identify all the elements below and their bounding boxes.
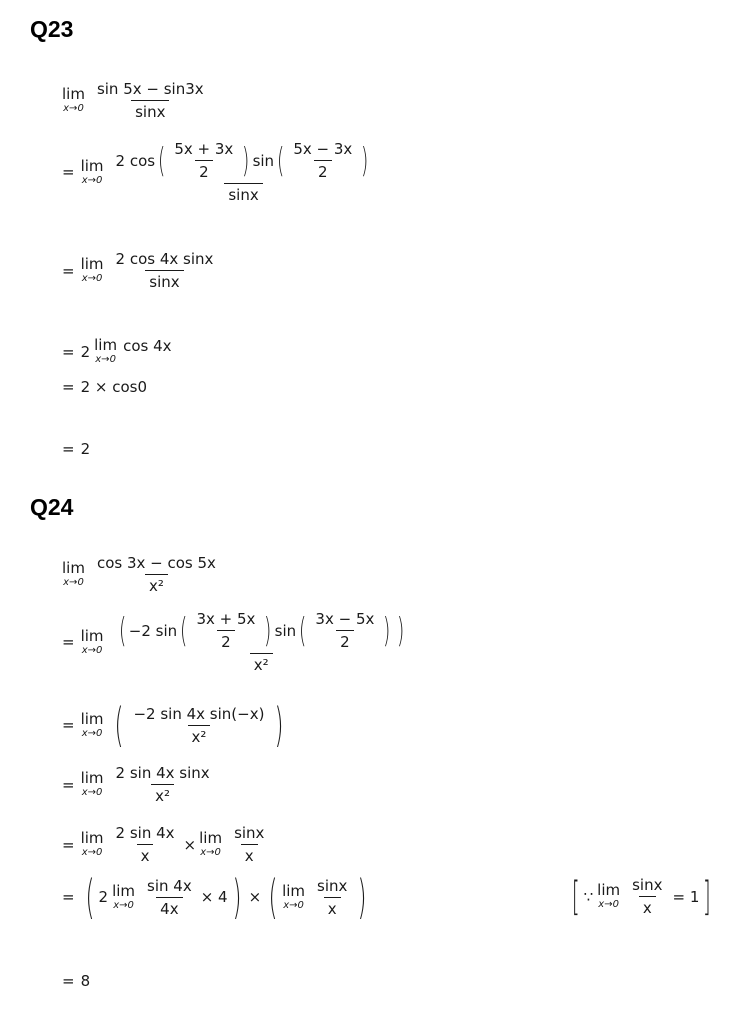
- limit-operator: lim x→0: [80, 829, 104, 858]
- limit-operator: lim x→0: [80, 626, 104, 656]
- q24-result: = 8: [62, 972, 91, 990]
- question-heading-q24: Q24: [30, 494, 74, 520]
- q24-step-2: = lim x→0 ( −2 sin ( $\frac{3x + 5x}{2}$ ) sin ( $\frac{3x - 5x}{2}$ ) ) x²: [62, 610, 413, 674]
- fraction: $\frac{\sin x}{x}$: [317, 876, 348, 918]
- fraction: $\frac{\cos 3x - \cos 5x}{\text{x²}}$: [96, 554, 216, 595]
- fraction: 2 cos ( $\frac{5x + 3x}{2}$ ) sin ( $\frac{5x - 3x}{2}$ ) sinx: [115, 140, 369, 204]
- limit-operator: lim x→0: [62, 559, 85, 588]
- q23-step-5: = 2 × cos0: [62, 378, 148, 396]
- limit-operator: lim x→0: [199, 829, 223, 858]
- limit-operator: lim x→0: [80, 255, 104, 284]
- q24-step-4: = lim x→0 $\frac{\text{2 sin 4x sinx}}{\text{x²}}$: [62, 764, 216, 805]
- fraction: $\frac{\text{2 cos 4x sinx}}{\sin x}$: [115, 250, 214, 291]
- fraction: $\frac{\text{2 sin 4x sinx}}{\text{x²}}$: [115, 764, 210, 805]
- limit-operator: lim x→0: [80, 769, 104, 798]
- limit-operator: lim x→0: [112, 881, 136, 911]
- q23-step-3: = lim x→0 $\frac{\text{2 cos 4x sinx}}{\sin x}$: [62, 250, 219, 291]
- limit-operator: lim x→0: [80, 709, 104, 739]
- q24-step-5: = lim x→0 $\frac{2 \sin 4x}{x}$ × lim x→0 $\frac{\sin x}{x}$: [62, 824, 270, 865]
- q23-result: = 2: [62, 440, 91, 458]
- limit-operator: lim x→0: [62, 85, 85, 114]
- fraction: $\frac{\sin x}{x}$: [632, 876, 663, 917]
- question-heading-q23: Q23: [30, 16, 74, 42]
- limit-operator: lim x→0: [94, 336, 118, 365]
- q24-step-3: = lim x→0 ( $\frac{\text{−2 sin 4x sin(−x)}}{\text{x²}}$ ): [62, 698, 284, 752]
- fraction: $\frac{\sin x}{x}$: [234, 824, 265, 865]
- fraction: $\frac{\sin 5x - \sin 3x}{\sin x}$: [96, 80, 204, 121]
- limit-operator: lim x→0: [597, 881, 621, 910]
- limit-operator: lim x→0: [80, 156, 104, 186]
- q24-step-1: [62, 554, 222, 595]
- q23-step-1: [62, 80, 210, 121]
- standard-limit-note: [ ∵ lim x→0 $\frac{\sin x}{x}$ = 1 ]: [571, 873, 712, 920]
- fraction: ( −2 sin ( $\frac{3x + 5x}{2}$ ) sin ( $\frac{3x - 5x}{2}$ ) ) x²: [118, 610, 404, 674]
- fraction: $\frac{\text{−2 sin 4x sin(−x)}}{\text{x²}}$: [133, 704, 265, 746]
- q23-step-2: = lim x→0 2 cos ( $\frac{5x + 3x}{2}$ ) sin ( $\frac{5x - 3x}{2}$ ) sinx: [62, 140, 378, 204]
- q23-step-4: = 2 lim x→0 cos 4x: [62, 336, 172, 365]
- q24-step-6: = ( 2 lim x→0 $\frac{\sin 4x}{4x}$ × 4 ) × ( lim x→0 $\frac{\sin x}{x}$ ): [62, 870, 367, 924]
- fraction: $\frac{\sin 4x}{4x}$: [147, 876, 192, 918]
- limit-operator: lim x→0: [282, 881, 306, 911]
- fraction: $\frac{2 \sin 4x}{x}$: [115, 824, 175, 865]
